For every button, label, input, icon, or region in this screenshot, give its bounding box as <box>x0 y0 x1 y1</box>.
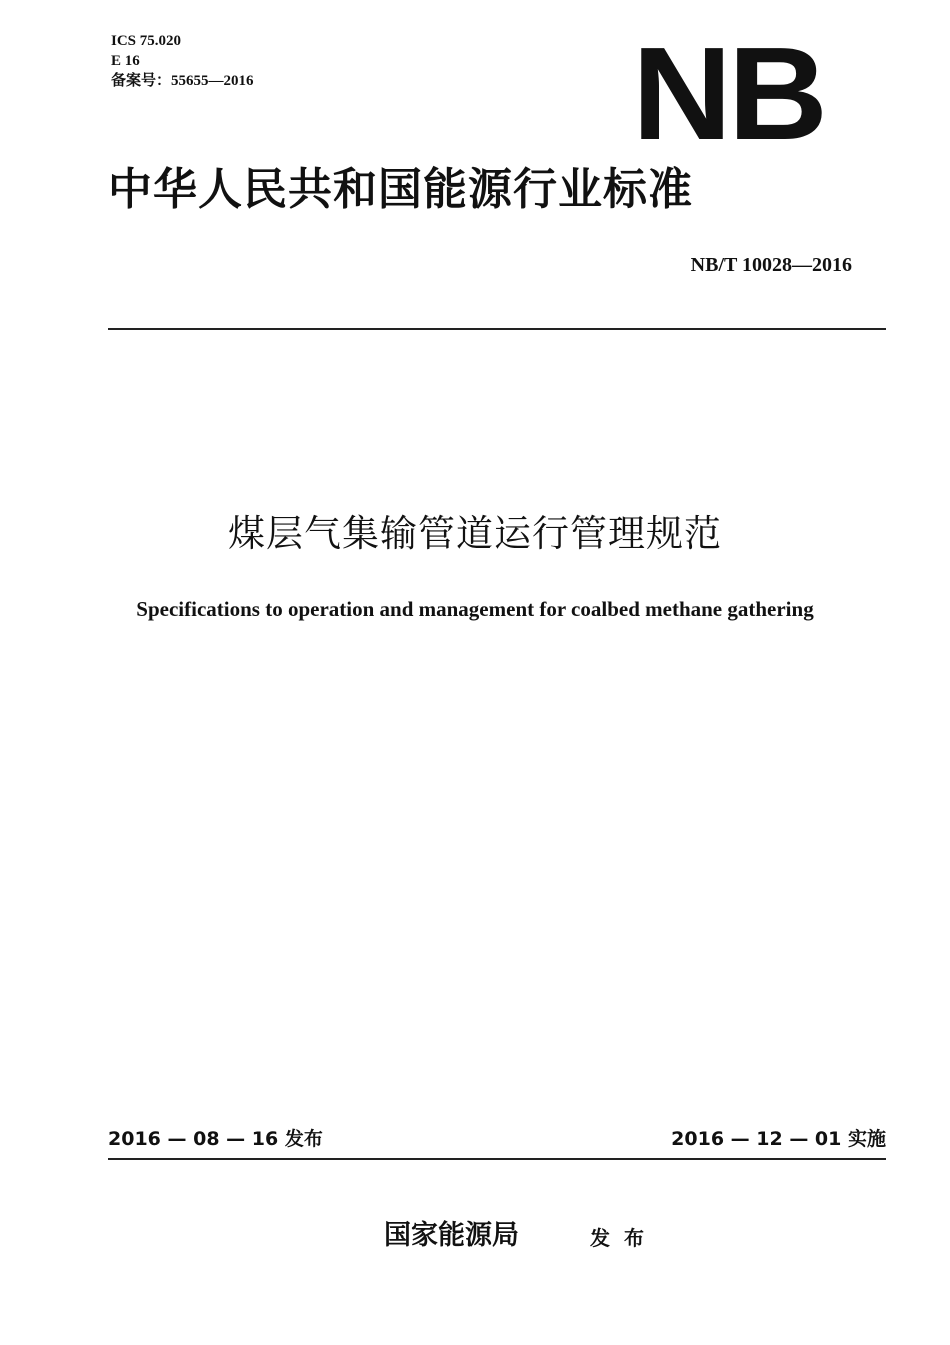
nb-logo: NB <box>632 20 824 167</box>
top-divider <box>108 328 886 330</box>
title-chinese: 煤层气集输管道运行管理规范 <box>228 512 722 555</box>
title-english: Specifications to operation and management for coalbed methane gathering <box>136 597 814 621</box>
standard-class-heading: 中华人民共和国能源行业标准 <box>108 164 693 215</box>
issue-label: 发布 <box>590 1226 658 1250</box>
bottom-divider <box>108 1158 886 1160</box>
classification-code: E 16 <box>111 53 140 69</box>
issuer-name: 国家能源局 <box>384 1220 519 1251</box>
record-number: 备案号：55655—2016 <box>111 73 254 89</box>
ics-code: ICS 75.020 <box>111 33 182 49</box>
publish-date: 2016 — 08 — 16 发布 <box>108 1128 323 1150</box>
standard-number: NB/T 10028—2016 <box>690 254 852 276</box>
implement-date: 2016 — 12 — 01 实施 <box>671 1128 886 1150</box>
